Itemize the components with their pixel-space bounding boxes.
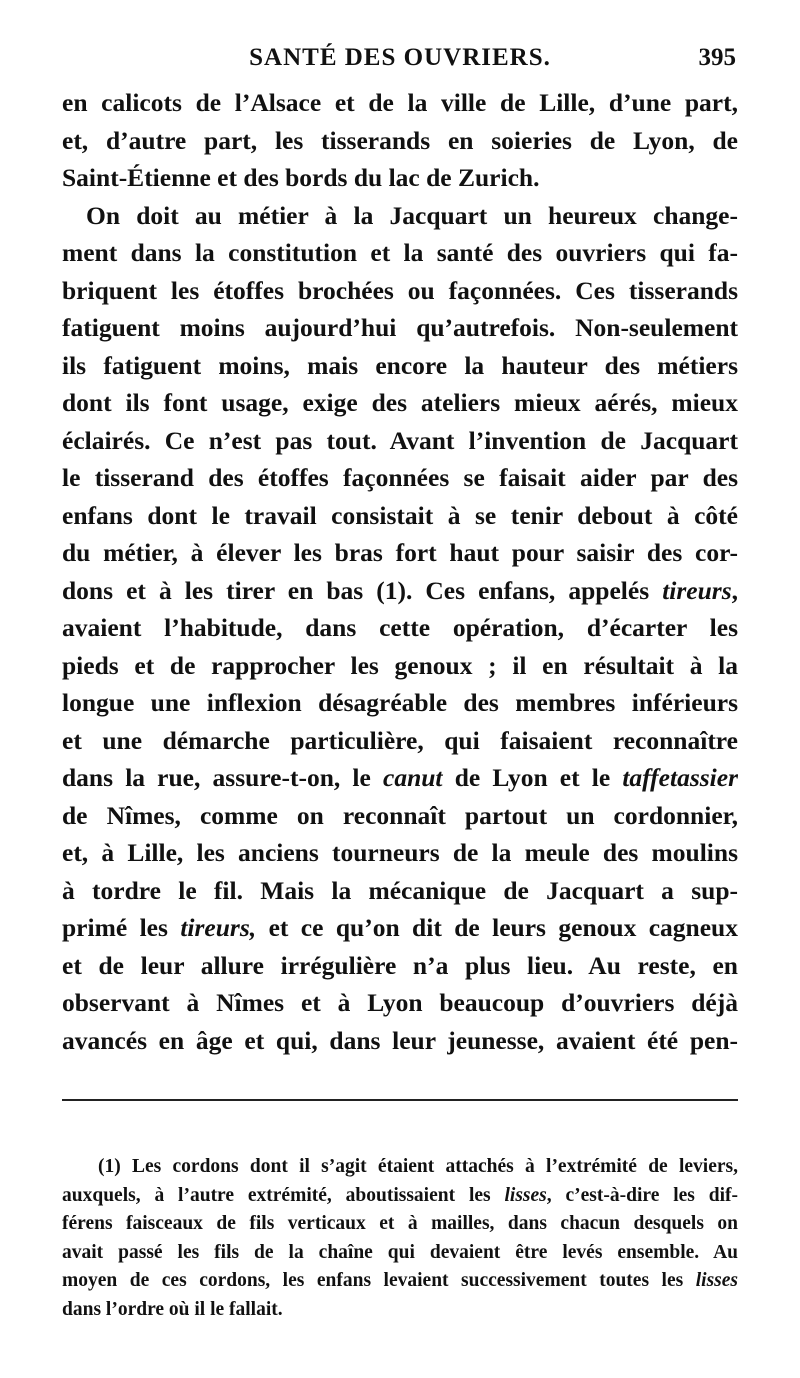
text-line: du métier, à élever les bras fort haut pour saisir des cor- — [62, 538, 738, 567]
text-line: ment dans la constitution et la santé des ouvriers qui fa- — [62, 238, 738, 267]
text-span: et ce qu’on dit de leurs genoux cagneux — [268, 913, 738, 942]
text-span: primé les — [62, 913, 168, 942]
text-line-with-italic — [62, 909, 738, 947]
body-text — [62, 84, 738, 1059]
text-line: et de leur allure irrégulière n’a plus lieu. Au reste, en — [62, 950, 738, 980]
text-line: longue une inflexion désagréable des membres inférieurs — [62, 688, 738, 717]
text-line: ils fatiguent moins, mais encore la hauteur des métiers — [62, 350, 738, 380]
text-line-with-italic — [62, 759, 738, 797]
text-line: en calicots de l’Alsace et de la ville de Lille, d’une part, — [62, 88, 738, 117]
italic-term: lisses — [504, 1184, 547, 1206]
footnote-line: férens faisceaux de fils verticaux et à mailles, dans chacun desquels on — [62, 1213, 738, 1234]
text-line: briquent les étoffes brochées ou façonnées. Ces tisserands — [62, 275, 738, 305]
text-line-with-italic — [62, 572, 738, 610]
text-span: dons et à les tirer en bas (1). Ces enfans, appelés — [62, 575, 650, 605]
text-line: fatiguent moins aujourd’hui qu’autrefois. Non-seulement — [62, 313, 738, 342]
text-span: moyen de ces cordons, les enfans levaient successivement toutes les — [62, 1270, 684, 1291]
footnote — [62, 1153, 738, 1324]
text-line: et, d’autre part, les tisserands en soieries de Lyon, de — [62, 125, 738, 155]
text-line: éclairés. Ce n’est pas tout. Avant l’invention de Jacquart — [62, 425, 738, 455]
footnote-line: (1) Les cordons dont il s’agit étaient attachés à l’extrémité de leviers, — [98, 1156, 738, 1177]
text-line: Saint-Étienne et des bords du lac de Zurich. — [62, 163, 540, 192]
running-title: SANTÉ DES OUVRIERS. — [249, 44, 551, 71]
text-span: , c’est-à-dire les dif- — [546, 1184, 738, 1206]
text-span: de Lyon et le — [454, 763, 611, 792]
footnote-line-with-italic — [62, 1182, 738, 1211]
running-head — [62, 44, 738, 84]
text-line: le tisserand des étoffes façonnées se faisait aider par des — [62, 463, 738, 492]
text-line: dont ils font usage, exige des ateliers mieux aérés, mieux — [62, 388, 738, 417]
text-line: à tordre le fil. Mais la mécanique de Jacquart a sup- — [62, 875, 738, 905]
text-line: et, à Lille, les anciens tourneurs de la meule des moulins — [62, 838, 738, 867]
footnote-line-with-italic — [62, 1267, 738, 1296]
text-line: de Nîmes, comme on reconnaît partout un cordonnier, — [62, 800, 738, 830]
page-number: 395 — [698, 44, 736, 71]
footnote-line: dans l’ordre où il le fallait. — [62, 1298, 283, 1320]
text-line: avancés en âge et qui, dans leur jeunesse, avaient été pen- — [62, 1025, 738, 1055]
text-line: enfans dont le travail consistait à se tenir debout à côté — [62, 500, 738, 530]
text-line: et une démarche particulière, qui faisaient reconnaître — [62, 725, 738, 755]
text-line: On doit au métier à la Jacquart un heureux change- — [86, 200, 738, 230]
text-span: dans la rue, assure-t-on, le — [62, 763, 371, 792]
italic-term: lisses — [695, 1270, 738, 1291]
italic-term: tireurs — [662, 575, 732, 605]
footnote-rule — [62, 1099, 738, 1101]
text-line: observant à Nîmes et à Lyon beaucoup d’ouvriers déjà — [62, 988, 738, 1017]
italic-term: canut — [383, 763, 443, 792]
footnote-line: avait passé les fils de la chaîne qui devaient être levés ensemble. Au — [62, 1241, 738, 1263]
italic-term: tireurs, — [180, 913, 257, 942]
text-span: auxquels, à l’autre extrémité, aboutissaient les — [62, 1184, 491, 1206]
text-span: , — [731, 575, 738, 605]
text-line: avaient l’habitude, dans cette opération, d’écarter les — [62, 613, 738, 642]
text-line: pieds et de rapprocher les genoux ; il en résultait à la — [62, 650, 738, 680]
italic-term: taffetassier — [622, 763, 738, 792]
